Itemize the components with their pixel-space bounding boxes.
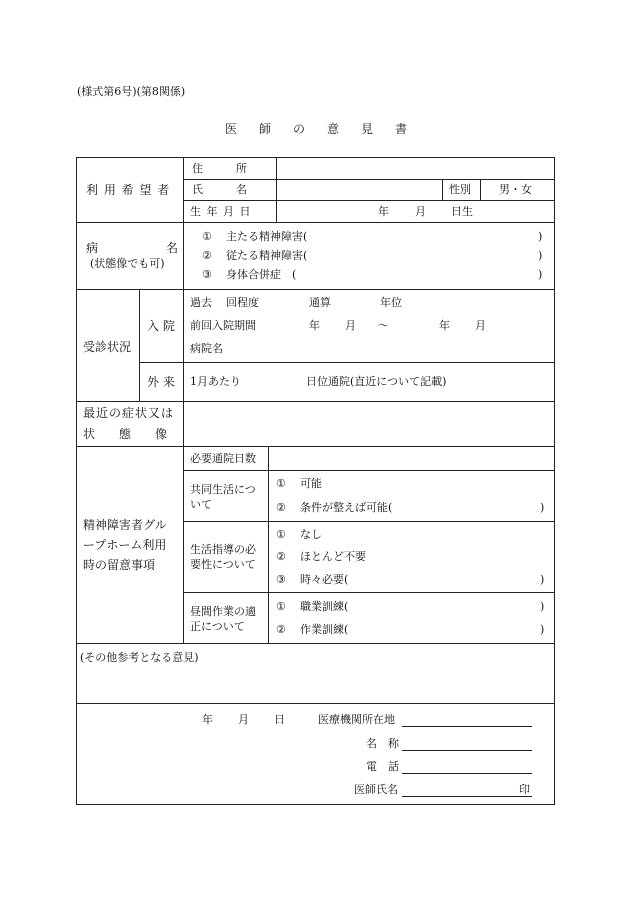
- name-field[interactable]: [278, 181, 440, 198]
- birthdate-label: 生 年 月 日: [190, 205, 252, 218]
- other-remarks-field[interactable]: [78, 668, 553, 701]
- option-num: ①: [276, 600, 286, 613]
- col-divider: [139, 289, 140, 401]
- col-divider: [183, 222, 184, 289]
- col-divider: [442, 179, 443, 200]
- disease-item-text: 従たる精神障害(: [226, 249, 308, 262]
- recent-label-2: 状 態 像: [83, 427, 168, 441]
- sign-month: 月: [238, 713, 249, 726]
- form-number: (様式第6号)(第8関係): [77, 85, 186, 98]
- title-char: 意: [326, 122, 339, 136]
- prev-year-2: 年: [439, 319, 450, 332]
- guidance-label-1: 生活指導の必: [190, 543, 256, 556]
- option-num: ②: [276, 501, 286, 514]
- inpatient-total: 通算: [309, 296, 331, 309]
- document-title: [214, 123, 418, 135]
- recent-field[interactable]: [185, 403, 553, 444]
- facility-address-label: 医療機関所在地: [318, 713, 395, 726]
- col-divider: [276, 157, 277, 222]
- title-char: 見: [360, 122, 373, 136]
- doctor-name-line[interactable]: [402, 796, 532, 797]
- option-close: ): [540, 623, 545, 636]
- birth-day: 日生: [451, 205, 473, 218]
- option-num: ①: [276, 477, 286, 490]
- recent-label-1: 最近の症状又は: [83, 406, 175, 420]
- other-remarks-label: (その他参考となる意見): [80, 651, 199, 664]
- title-char: 師: [258, 122, 271, 136]
- outpatient-days: 日位通院(直近について記載): [306, 375, 447, 388]
- guidance-label-2: 要性について: [190, 558, 256, 571]
- title-char: 医: [224, 122, 237, 136]
- facility-address-line[interactable]: [402, 726, 532, 727]
- disease-item-close: ): [538, 249, 543, 262]
- address-label: 住 所: [192, 162, 247, 175]
- prev-period-label: 前回入院期間: [190, 319, 256, 332]
- gh-label-2: ープホーム利用: [83, 538, 167, 552]
- address-field[interactable]: [278, 159, 553, 177]
- outpatient-label: 外 来: [147, 375, 175, 389]
- row-divider: [183, 179, 555, 180]
- row-divider: [76, 401, 555, 402]
- disease-label-3: (状態像でも可): [90, 257, 165, 270]
- row-divider: [183, 521, 555, 522]
- facility-name-label: 名 称: [366, 737, 399, 750]
- sex-options[interactable]: 男・女: [499, 183, 532, 196]
- prev-year-1: 年: [309, 319, 320, 332]
- row-divider: [183, 592, 555, 593]
- birth-year: 年: [378, 205, 389, 218]
- disease-item-num: ①: [202, 230, 212, 243]
- col-divider: [480, 179, 481, 200]
- row-divider: [76, 643, 555, 644]
- gh-label-3: 時の留意事項: [83, 558, 156, 572]
- row-divider: [76, 703, 555, 704]
- disease-item-num: ②: [202, 249, 212, 262]
- option-text: 可能: [300, 477, 322, 490]
- applicant-section-label: 利 用 希 望 者: [86, 183, 171, 197]
- option-close: ): [540, 573, 545, 586]
- phone-label: 電 話: [366, 760, 399, 773]
- required-days-label: 必要通院日数: [190, 452, 256, 465]
- name-label: 氏 名: [192, 183, 247, 196]
- option-text: 職業訓練(: [300, 600, 349, 613]
- inpatient-times: 回程度: [226, 296, 259, 309]
- prev-month-2: 月: [475, 319, 486, 332]
- daytime-label-2: 正について: [190, 620, 245, 633]
- gh-label-1: 精神障害者グル: [83, 518, 167, 532]
- row-divider: [183, 470, 555, 471]
- prev-tilde: 〜: [378, 319, 389, 332]
- row-divider: [76, 289, 555, 290]
- option-text: 作業訓練(: [300, 623, 349, 636]
- seal-mark: 印: [519, 783, 530, 796]
- col-divider: [268, 446, 269, 643]
- option-text: 時々必要(: [300, 573, 349, 586]
- disease-item-close: ): [538, 268, 543, 281]
- inpatient-past: 過去: [190, 296, 212, 309]
- row-divider: [139, 362, 555, 363]
- sign-day: 日: [274, 713, 285, 726]
- row-divider: [76, 446, 555, 447]
- option-num: ②: [276, 550, 286, 563]
- option-num: ③: [276, 573, 286, 586]
- inpatient-years: 年位: [380, 296, 402, 309]
- option-num: ①: [276, 528, 286, 541]
- title-char: 書: [394, 122, 407, 136]
- communal-label-1: 共同生活につ: [190, 483, 256, 496]
- phone-line[interactable]: [402, 773, 532, 774]
- option-text: ほとんど不要: [300, 550, 366, 563]
- disease-item-num: ③: [202, 268, 212, 281]
- row-divider: [76, 222, 555, 223]
- facility-name-line[interactable]: [402, 750, 532, 751]
- col-divider: [183, 157, 184, 222]
- inpatient-label: 入 院: [147, 319, 175, 333]
- row-divider: [183, 200, 555, 201]
- prev-month-1: 月: [345, 319, 356, 332]
- birth-month: 月: [415, 205, 426, 218]
- title-char: の: [292, 122, 305, 136]
- sign-year: 年: [202, 713, 213, 726]
- outpatient-per-month: 1月あたり: [190, 375, 241, 388]
- visit-status-label: 受診状況: [83, 340, 132, 354]
- option-text: 条件が整えば可能(: [300, 501, 393, 514]
- option-text: なし: [300, 528, 322, 541]
- disease-label-2: 名: [166, 241, 179, 255]
- sex-label: 性別: [449, 183, 471, 196]
- daytime-label-1: 昼間作業の適: [190, 605, 256, 618]
- option-num: ②: [276, 623, 286, 636]
- option-close: ): [540, 600, 545, 613]
- disease-label-1: 病: [86, 241, 99, 255]
- disease-item-close: ): [538, 230, 543, 243]
- col-divider: [183, 401, 184, 643]
- col-divider: [183, 289, 184, 401]
- option-close: ): [540, 501, 545, 514]
- doctor-name-label: 医師氏名: [354, 783, 398, 796]
- disease-item-text: 身体合併症 (: [226, 268, 297, 281]
- hospital-name-label: 病院名: [190, 342, 223, 355]
- disease-item-text: 主たる精神障害(: [226, 230, 308, 243]
- communal-label-2: いて: [190, 498, 212, 511]
